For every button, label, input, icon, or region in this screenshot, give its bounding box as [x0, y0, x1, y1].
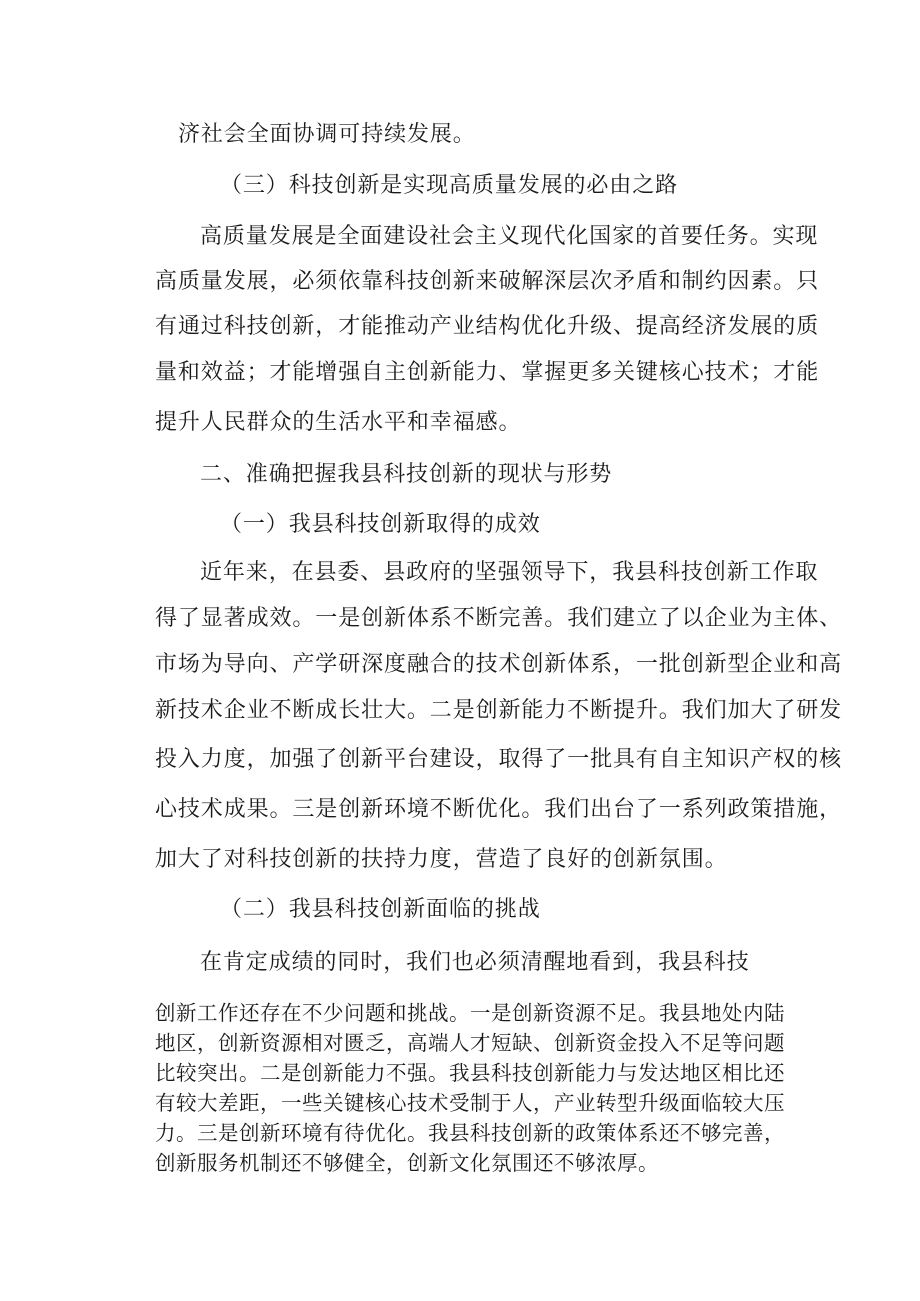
- text-line: 投入力度，加强了创新平台建设，取得了一批具有自主知识产权的核: [155, 747, 843, 772]
- section-heading: （一）我县科技创新取得的成效: [220, 512, 541, 537]
- text-line: 有较大差距，一些关键核心技术受制于人，产业转型升级面临较大压: [155, 1091, 785, 1115]
- text-line: 新技术企业不断成长壮大。二是创新能力不断提升。我们加大了研发: [155, 698, 843, 723]
- text-line: 力。三是创新环境有待优化。我县科技创新的政策体系还不够完善，: [155, 1121, 785, 1145]
- text-line: 提升人民群众的生活水平和幸福感。: [155, 410, 522, 435]
- text-line: 市场为导向、产学研深度融合的技术创新体系，一批创新型企业和高: [155, 652, 843, 677]
- text-line: 高质量发展是全面建设社会主义现代化国家的首要任务。实现: [200, 224, 819, 249]
- text-line: 加大了对科技创新的扶持力度，营造了良好的创新氛围。: [155, 847, 728, 872]
- text-line: 得了显著成效。一是创新体系不断完善。我们建立了以企业为主体、: [155, 606, 843, 631]
- text-line: 近年来，在县委、县政府的坚强领导下，我县科技创新工作取: [200, 560, 819, 585]
- text-line: 比较突出。二是创新能力不强。我县科技创新能力与发达地区相比还: [155, 1061, 785, 1085]
- text-line: 济社会全面协调可持续发展。: [178, 122, 476, 147]
- text-line: 心技术成果。三是创新环境不断优化。我们出台了一系列政策措施，: [155, 797, 843, 822]
- text-line: 高质量发展，必须依靠科技创新来破解深层次矛盾和制约因素。只: [155, 269, 820, 294]
- section-heading: 二、准确把握我县科技创新的现状与形势: [200, 462, 613, 487]
- text-line: 地区，创新资源相对匮乏，高端人才短缺、创新资金投入不足等问题: [155, 1031, 785, 1055]
- text-line: 在肯定成绩的同时，我们也必须清醒地看到，我县科技: [200, 950, 750, 975]
- text-line: 有通过科技创新，才能推动产业结构优化升级、提高经济发展的质: [155, 314, 820, 339]
- text-line: 量和效益；才能增强自主创新能力、掌握更多关键核心技术；才能: [155, 360, 820, 385]
- section-heading: （三）科技创新是实现高质量发展的必由之路: [220, 173, 679, 198]
- text-line: 创新工作还存在不少问题和挑战。一是创新资源不足。我县地处内陆: [155, 1001, 785, 1025]
- section-heading: （二）我县科技创新面临的挑战: [220, 897, 541, 922]
- text-line: 创新服务机制还不够健全，创新文化氛围还不够浓厚。: [155, 1151, 659, 1175]
